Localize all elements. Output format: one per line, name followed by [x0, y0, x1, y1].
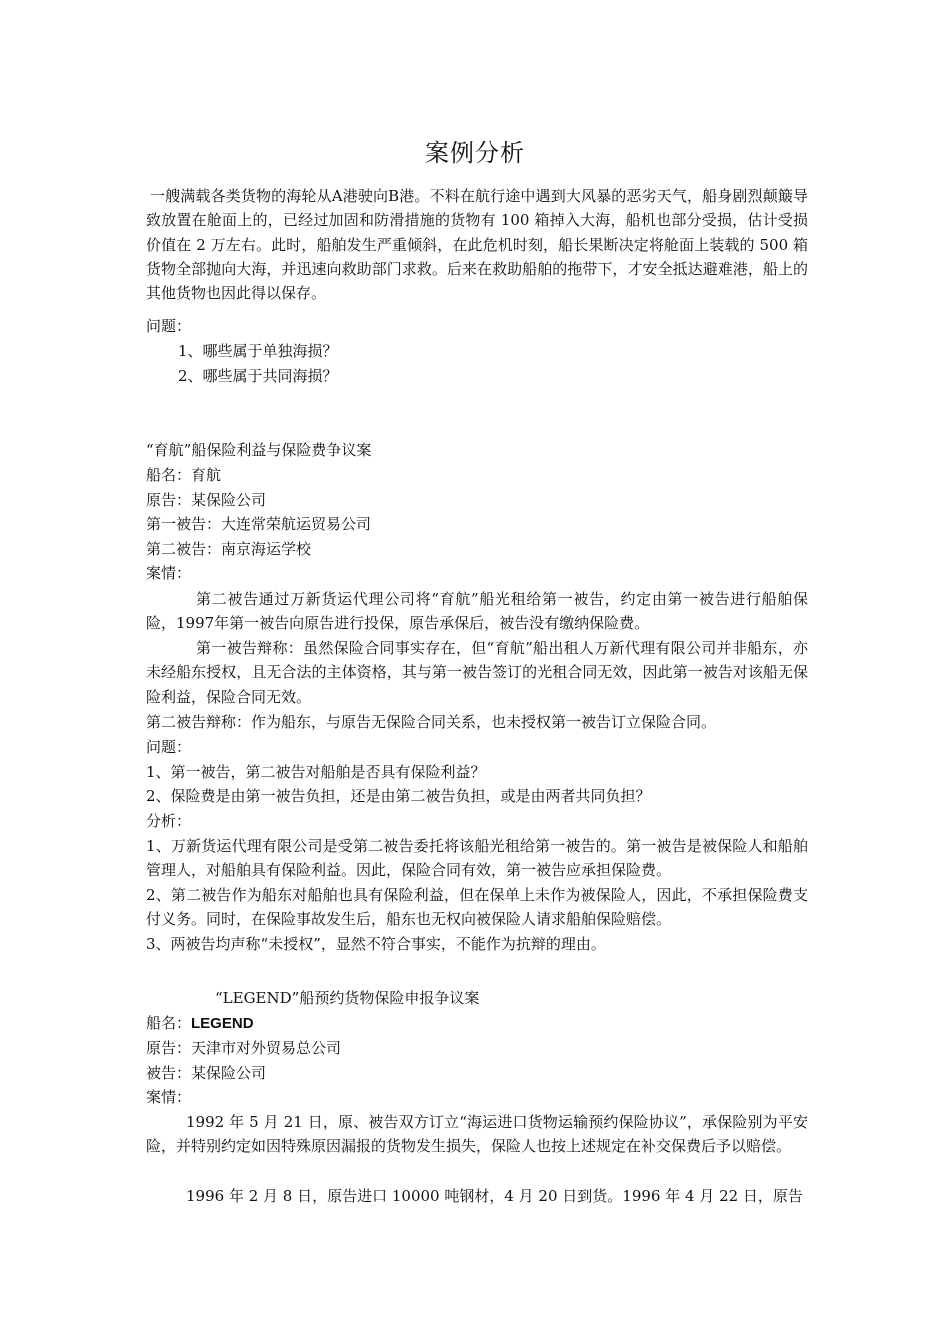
case2-questions-label: 问题： [146, 738, 192, 756]
case2-ship: 船名：育航 [146, 466, 222, 484]
case3-plaintiff: 原告：天津市对外贸易总公司 [146, 1039, 342, 1057]
case2-analysis-1: 1、万新货运代理有限公司是受第二被告委托将该船光租给第一被告的。第一被告是被保险人和船舶管理人，对船舶具有保险利益。因此，保险合同有效，第一被告应承担保险费。 [146, 837, 808, 880]
case3-ship [146, 1011, 808, 1036]
case2-analysis-label: 分析： [146, 812, 192, 830]
case2-question-1: 1、第一被告，第二被告对船舶是否具有保险利益？ [146, 763, 486, 781]
case1-question-1: 1、哪些属于单独海损？ [178, 342, 338, 360]
case2-analysis-3: 3、两被告均声称“未授权”，显然不符合事实，不能作为抗辩的理由。 [146, 935, 606, 953]
case2-analysis-2: 2、第二被告作为船东对船舶也具有保险利益，但在保单上未作为被保险人，因此，不承担保险费支付义务。同时，在保险事故发生后，船东也无权向被保险人请求船舶保险赔偿。 [146, 886, 808, 929]
case1-question-2: 2、哪些属于共同海损？ [178, 367, 338, 385]
case1-questions-label: 问题： [146, 317, 192, 335]
case3-facts-paragraph-2: 1996 年 2 月 8 日，原告进口 10000 吨钢材，4 月 20 日到货。1996 年 4 月 22 日，原告 [186, 1187, 803, 1205]
case3-heading: “LEGEND”船预约货物保险申报争议案 [215, 989, 480, 1007]
case2-heading: “育航”船保险利益与保险费争议案 [146, 441, 372, 459]
case2-facts-label: 案情： [146, 564, 192, 582]
case2-plaintiff: 原告：某保险公司 [146, 491, 267, 509]
case3-ship-name: LEGEND [191, 1015, 254, 1032]
case2-facts-paragraph-2: 第一被告辩称：虽然保险合同事实存在，但“育航”船出租人万新代理有限公司并非船东，亦未经船东授权，且无合法的主体资格，其与第一被告签订的光租合同无效，因此第一被告对该船无保险利益，保险合同无效。 [146, 639, 808, 706]
case2-facts-paragraph-1: 第二被告通过万新货运代理公司将“育航”船光租给第一被告，约定由第一被告进行船舶保险，1997年第一被告向原告进行投保，原告承保后，被告没有缴纳保险费。 [146, 590, 808, 633]
case2-question-2: 2、保险费是由第一被告负担，还是由第二被告负担，或是由两者共同负担？ [146, 787, 651, 805]
case3-facts-label: 案情： [146, 1088, 192, 1106]
case3-facts-paragraph-1: 1992 年 5 月 21 日，原、被告双方订立“海运进口货物运输预约保险协议”，承保险别为平安险，并特别约定如因特殊原因漏报的货物发生损失，保险人也按上述规定在补交保费后予以赔偿。 [146, 1113, 808, 1156]
case3-defendant: 被告：某保险公司 [146, 1064, 267, 1082]
case2-defendant-1: 第一被告：大连常荣航运贸易公司 [146, 515, 372, 533]
case2-facts-paragraph-3: 第二被告辩称：作为船东，与原告无保险合同关系，也未授权第一被告订立保险合同。 [146, 713, 717, 731]
case1-paragraph: 一艘满载各类货物的海轮从A港驶向B港。不料在航行途中遇到大风暴的恶劣天气，船身剧烈颠簸导致放置在舱面上的，已经过加固和防滑措施的货物有 100 箱掉入大海，船机也部分受损，估计受损价值在 2 万左右。此时，船舶发生严重倾斜，在此危机时刻，船长果断决定将舱面上装载的 500 箱货物全部抛向大海，并迅速向救助部门求救。后来在救助船舶的拖带下，才安全抵达避难港，船上的其他货物也因此得以保存。 [146, 187, 808, 303]
case2-defendant-2: 第二被告：南京海运学校 [146, 540, 312, 558]
case3-ship-label: 船名： [146, 1014, 192, 1032]
page-title: 案例分析 [425, 139, 525, 167]
